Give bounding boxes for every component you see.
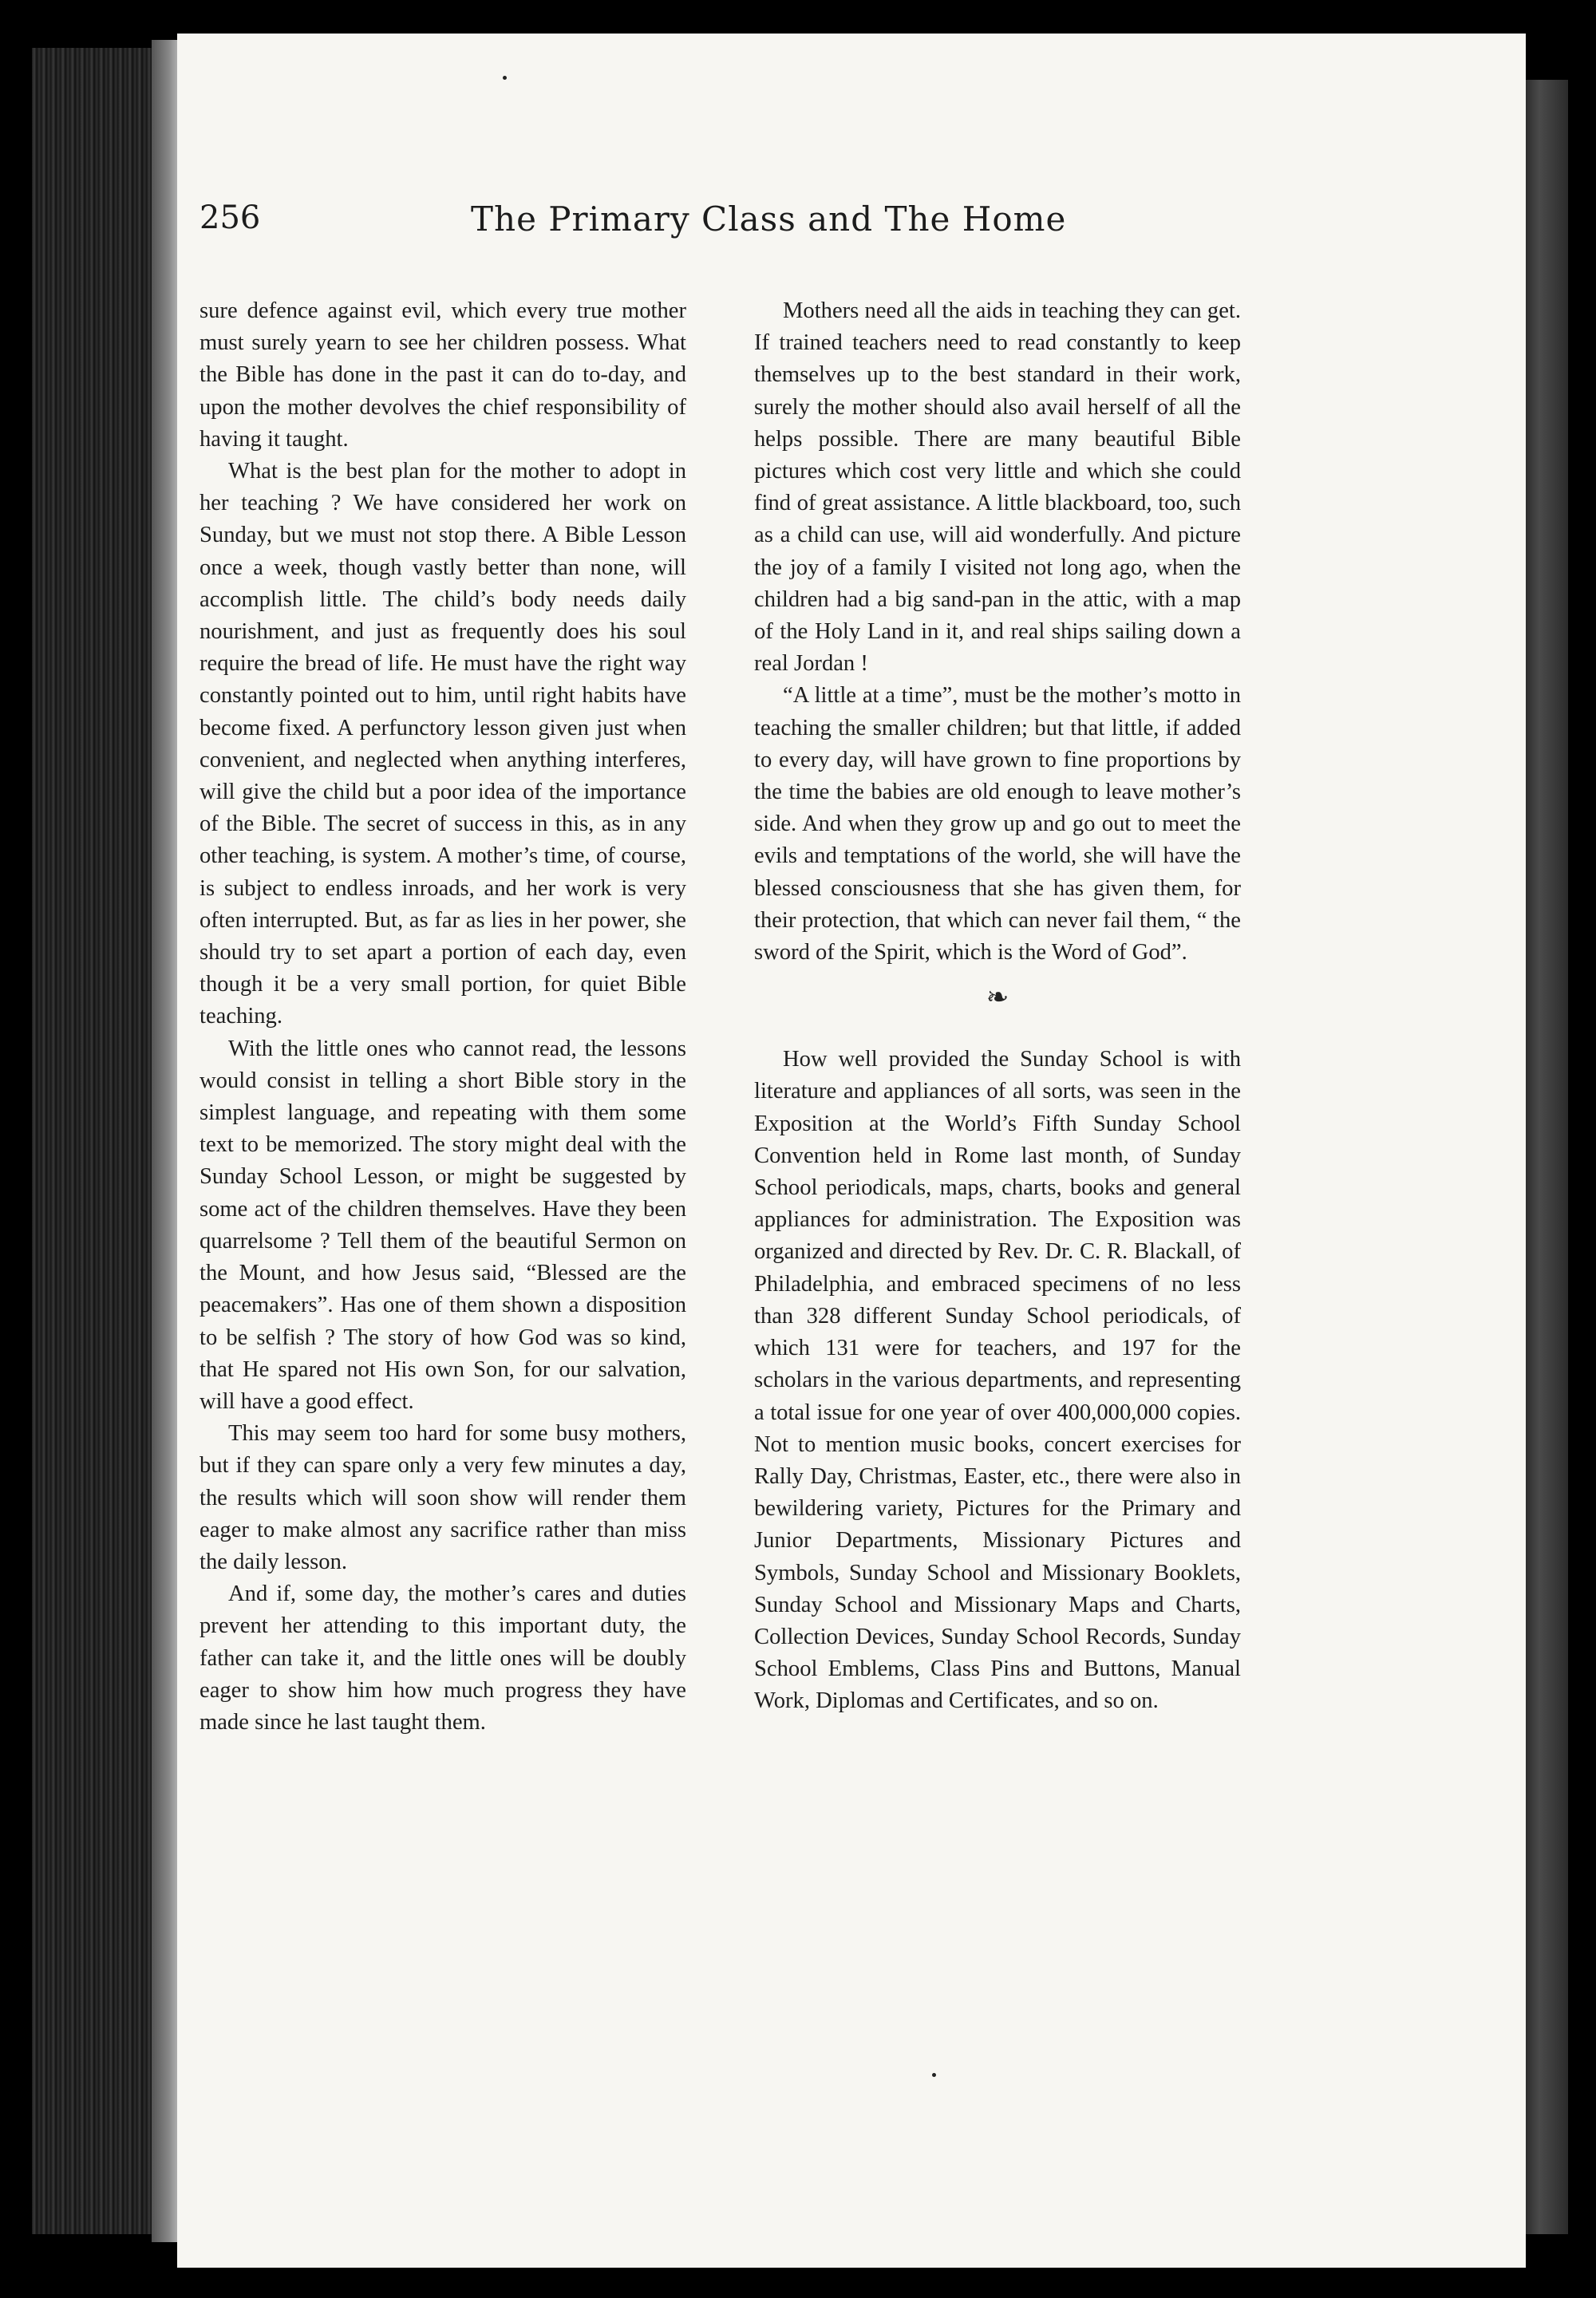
scan-speck	[503, 76, 507, 80]
paragraph: And if, some day, the mother’s cares and duties prevent her attending to this important duty, the father can take it, and the little ones will be doubly eager to show him how much progress they have made since he last taught them.	[200, 1581, 686, 1735]
page-number: 256	[200, 199, 261, 236]
left-column	[200, 295, 686, 1739]
exposition-notice: How well provided the Sunday School is with literature and appliances of all sorts, was seen in the Exposition at the World’s Fifth Sunday School Convention held in Rome last month, of Sunday School periodicals, maps, charts, books and general appliances for administration. The Exposition was organized and directed by Rev. Dr. C. R. Blackall, of Philadelphia, and embraced specimens of no less than 328 different Sunday School periodicals, of which 131 were for teachers, and 197 for the scholars in the various departments, and representing a total issue for one year of over 400,000,000 copies. Not to mention music books, concert exercises for Rally Day, Christmas, Easter, etc., there were also in bewildering variety, Pictures for the Primary and Junior Departments, Missionary Pictures and Symbols, Sunday School and Missionary Booklets, Sunday School and Missionary Maps and Charts, Collection Devices, Sunday School Records, Sunday School Emblems, Class Pins and Buttons, Manual Work, Diplomas and Certificates, and so on.	[754, 1047, 1241, 1714]
running-title: The Primary Class and The Home	[471, 199, 1067, 239]
running-head	[200, 199, 1205, 247]
paragraph: Mothers need all the aids in teaching they can get. If trained teachers need to read constantly to keep themselves up to the best standard in their work, surely the mother should also avail herself of all the helps possible. There are many beautiful Bible pictures which cost very little and which she could find of great assistance. A little blackboard, too, such as a child can use, will aid wonderfully. And picture the joy of a family I visited not long ago, when the children had a big sand-pan in the attic, with a map of the Holy Land in it, and real ships sailing down a real Jordan !	[754, 298, 1241, 677]
paragraph: This may seem too hard for some busy mothers, but if they can spare only a very few minutes a day, the results which will soon show will render them eager to make almost any sacrifice rather than miss the daily lesson.	[200, 1421, 686, 1574]
right-column	[754, 295, 1241, 1718]
book-right-edge	[1520, 80, 1568, 2234]
paragraph: What is the best plan for the mother to adopt in her teaching ? We have considered her work on Sunday, but we must not stop there. A Bible Lesson once a week, though vastly better than none, will accomplish little. The child’s body needs daily nourishment, and just as frequently does his soul require the bread of life. He must have the right way constantly pointed out to him, until right habits have become fixed. A perfunctory lesson given just when convenient, and neglected when anything interferes, will give the child but a poor idea of the importance of the Bible. The secret of success in this, as in any other teaching, is system. A mother’s time, of course, is subject to endless inroads, and her work is very often interrupted. But, as far as lies in her power, she should try to set apart a portion of each day, even though it be a very small portion, for quiet Bible teaching.	[200, 459, 686, 1029]
paragraph: With the little ones who cannot read, the lessons would consist in telling a short Bible story in the simplest language, and repeating with them some text to be memorized. The story might deal with the Sunday School Lesson, or might be suggested by some act of the children themselves. Have they been quarrelsome ? Tell them of the beautiful Sermon on the Mount, and how Jesus said, “Blessed are the peacemakers”. Has one of them shown a disposition to be selfish ? The story of how God was so kind, that He spared not His own Son, for our salvation, will have a good effect.	[200, 1036, 686, 1414]
paragraph: “A little at a time”, must be the mother’s motto in teaching the smaller children; but that little, if added to every day, will have grown to fine proportions by the time the babies are old enough to leave mother’s side. And when they grow up and go out to meet the evils and temptations of the world, she will have the blessed consciousness that she has given them, for their protection, that which can never fail them, “ the sword of the Spirit, which is the Word of God”.	[754, 683, 1241, 965]
paragraph: sure defence against evil, which every true mother must surely yearn to see her children possess. What the Bible has done in the past it can do to-day, and upon the mother devolves the chief responsibility of having it taught.	[200, 298, 686, 452]
scan-speck	[932, 2073, 936, 2077]
ornament-icon: ❧	[986, 981, 1009, 1014]
book-page-edge	[152, 40, 180, 2242]
